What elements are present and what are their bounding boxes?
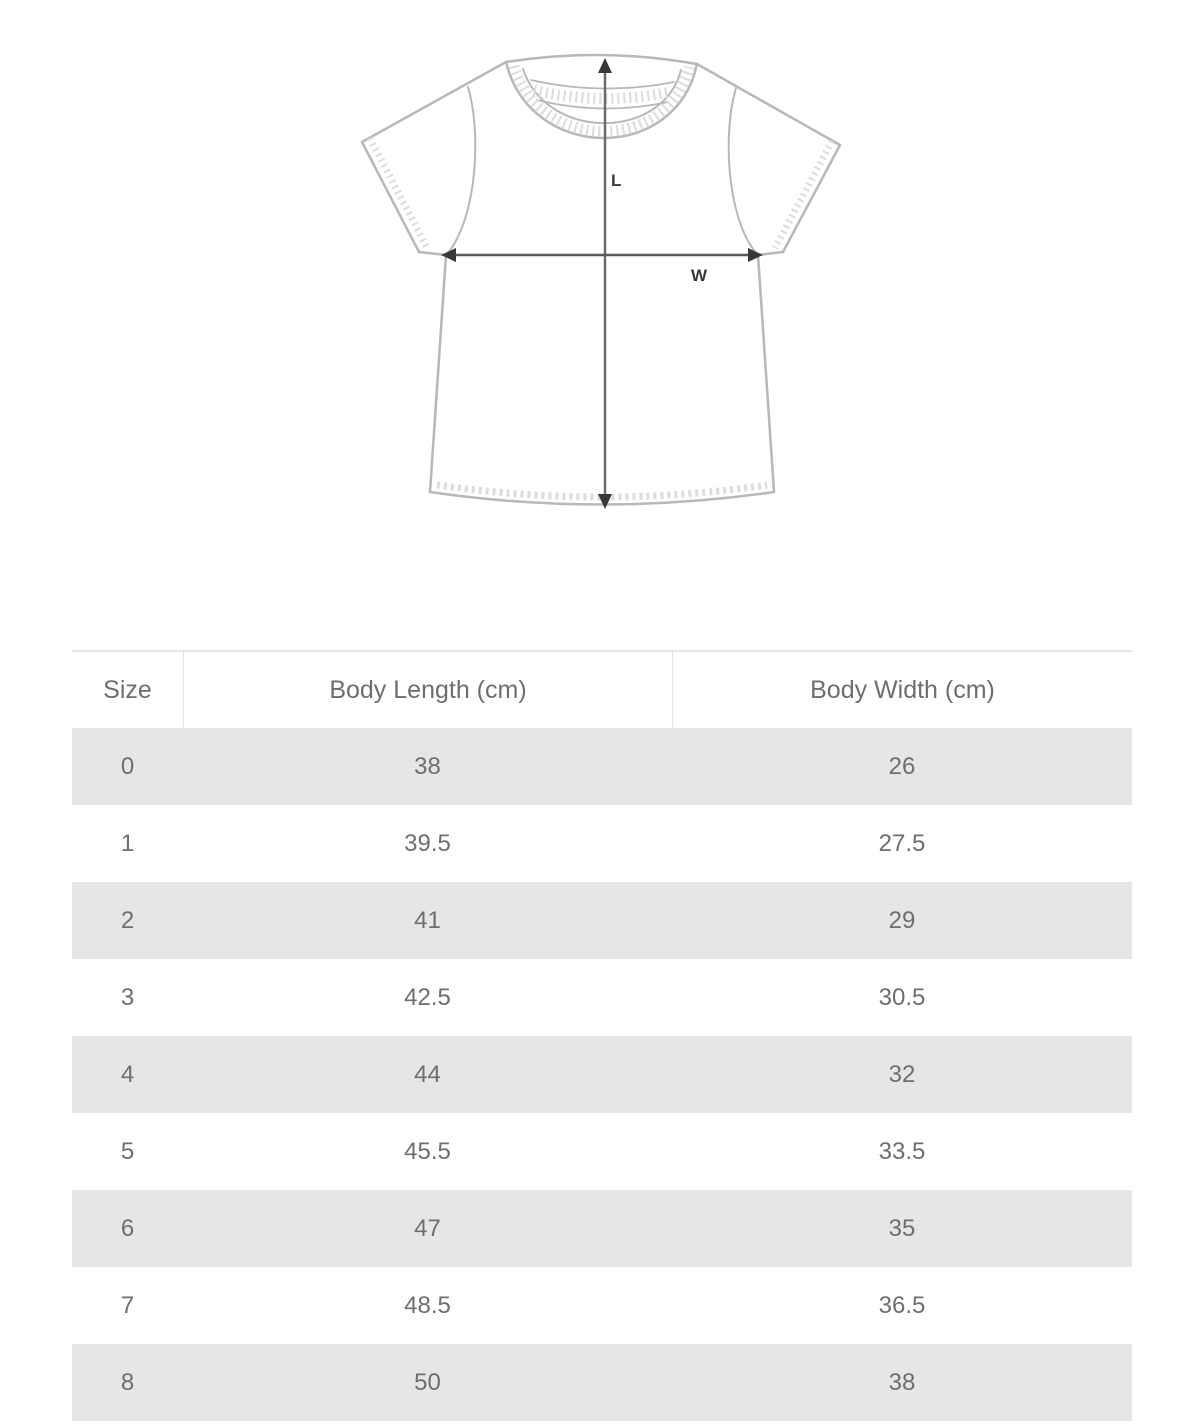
cell-size: 5 bbox=[120, 1137, 135, 1165]
cell-size: 4 bbox=[120, 1060, 135, 1088]
cell-body-length: 45.5 bbox=[404, 1137, 451, 1165]
table-row bbox=[72, 1190, 1132, 1267]
column-header-size: Size bbox=[103, 675, 152, 704]
cell-size: 1 bbox=[120, 829, 135, 857]
length-label: L bbox=[611, 171, 622, 190]
cell-size: 0 bbox=[120, 752, 135, 780]
cell-body-width: 35 bbox=[888, 1214, 916, 1242]
cell-size: 6 bbox=[120, 1214, 135, 1242]
cell-body-width: 27.5 bbox=[878, 829, 926, 857]
cell-body-length: 48.5 bbox=[404, 1291, 451, 1319]
cell-body-length: 44 bbox=[414, 1060, 441, 1088]
cell-body-length: 47 bbox=[414, 1214, 441, 1242]
arrowheads bbox=[441, 58, 763, 509]
table-row bbox=[72, 728, 1132, 805]
cell-body-width: 33.5 bbox=[878, 1137, 926, 1165]
measurement-arrows bbox=[441, 58, 763, 509]
tshirt-outline bbox=[362, 55, 840, 505]
cell-body-width: 36.5 bbox=[878, 1291, 926, 1319]
tshirt-drawing bbox=[0, 0, 1200, 630]
cell-body-width: 26 bbox=[888, 752, 916, 780]
tshirt-measurement-diagram bbox=[0, 0, 1200, 630]
table-row bbox=[72, 805, 1132, 882]
cell-size: 7 bbox=[120, 1291, 135, 1319]
width-label: W bbox=[691, 266, 708, 285]
table-row bbox=[72, 1344, 1132, 1421]
cell-size: 8 bbox=[120, 1368, 135, 1396]
table-row bbox=[72, 882, 1132, 959]
cell-body-length: 50 bbox=[414, 1368, 441, 1396]
table-row bbox=[72, 1036, 1132, 1113]
column-header-body-length: Body Length (cm) bbox=[183, 652, 672, 728]
cell-size: 2 bbox=[120, 906, 135, 934]
size-chart-table bbox=[72, 650, 1132, 1421]
cell-body-length: 42.5 bbox=[404, 983, 451, 1011]
table-row bbox=[72, 1267, 1132, 1344]
cell-body-width: 38 bbox=[888, 1368, 916, 1396]
cell-body-width: 29 bbox=[888, 906, 916, 934]
stitch-texture bbox=[370, 66, 832, 497]
cell-size: 3 bbox=[120, 983, 135, 1011]
table-header-row bbox=[72, 650, 1132, 728]
cell-body-length: 38 bbox=[414, 752, 441, 780]
cell-body-length: 39.5 bbox=[404, 829, 451, 857]
table-row bbox=[72, 1113, 1132, 1190]
cell-body-width: 30.5 bbox=[878, 983, 926, 1011]
cell-body-length: 41 bbox=[414, 906, 441, 934]
cell-body-width: 32 bbox=[888, 1060, 916, 1088]
table-row bbox=[72, 959, 1132, 1036]
column-header-body-width: Body Width (cm) bbox=[672, 652, 1132, 728]
